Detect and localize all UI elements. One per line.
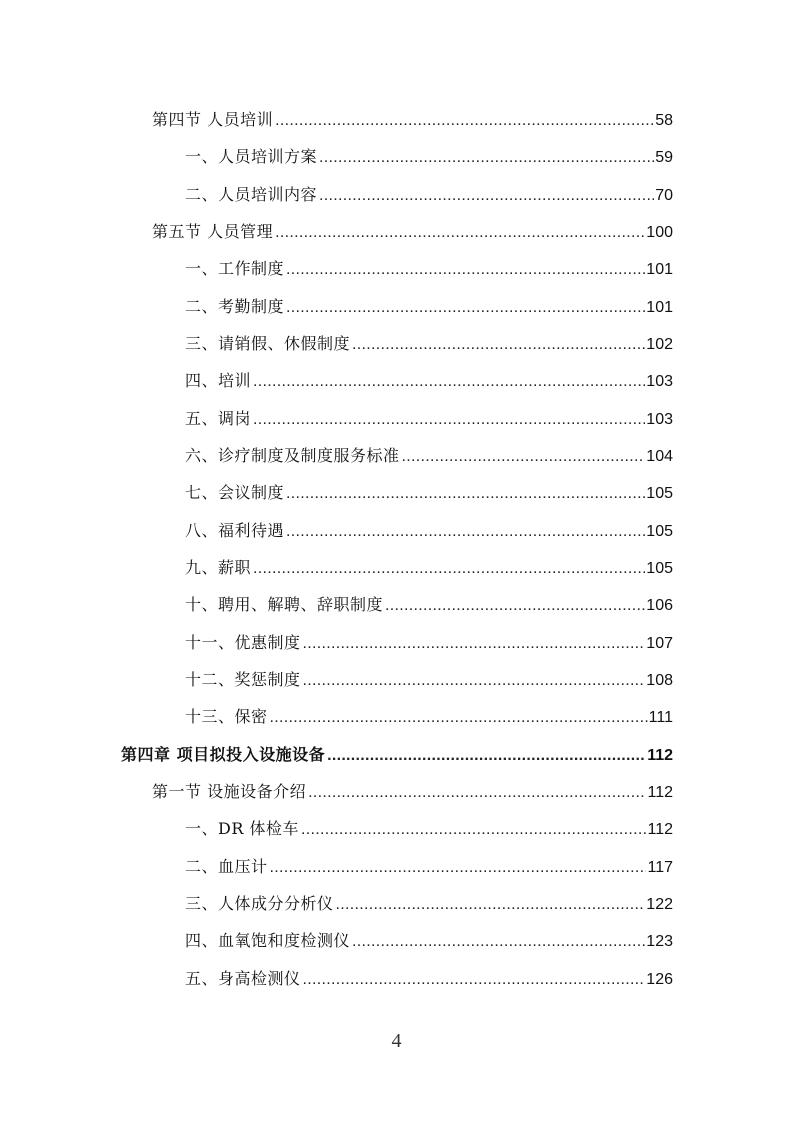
toc-entry-label: 六、诊疗制度及制度服务标准 — [185, 446, 400, 465]
dot-leader — [253, 371, 645, 393]
dot-leader — [336, 894, 646, 916]
toc-entry-page: 126 — [646, 971, 673, 988]
dot-leader — [270, 857, 647, 879]
toc-entry-label: 十、聘用、解聘、辞职制度 — [185, 595, 384, 614]
toc-entry-label: 三、请销假、休假制度 — [185, 334, 351, 353]
toc-entry[interactable] — [185, 669, 673, 691]
dot-leader — [303, 670, 646, 692]
toc-entry-page: 101 — [646, 261, 673, 278]
toc-entry-page: 112 — [647, 821, 673, 838]
toc-entry[interactable] — [185, 557, 673, 579]
dot-leader — [301, 819, 647, 841]
toc-entry[interactable] — [185, 818, 673, 840]
toc-entry[interactable] — [185, 445, 673, 467]
toc-entry-page: 103 — [646, 373, 673, 390]
dot-leader — [352, 334, 645, 356]
toc-entry[interactable] — [185, 520, 673, 542]
toc-entry-page: 59 — [655, 149, 673, 166]
toc-entry-label: 四、培训 — [185, 371, 252, 390]
toc-entry[interactable] — [185, 632, 673, 654]
toc-entry-chapter[interactable] — [121, 744, 673, 766]
toc-entry-page: 107 — [646, 635, 673, 652]
toc-entry-label: 一、人员培训方案 — [185, 147, 318, 166]
toc-entry-label: 二、考勤制度 — [185, 297, 285, 316]
toc-entry-label: 第五节 人员管理 — [152, 222, 274, 241]
toc-entry-page: 112 — [647, 747, 673, 764]
toc-entry[interactable] — [185, 706, 673, 728]
dot-leader — [303, 633, 646, 655]
dot-leader — [327, 745, 646, 767]
dot-leader — [253, 409, 645, 431]
toc-entry-page: 101 — [646, 299, 673, 316]
page-number: 4 — [391, 1030, 402, 1052]
toc-entry-page: 100 — [646, 224, 673, 241]
toc-entry-label: 四、血氧饱和度检测仪 — [185, 931, 351, 950]
dot-leader — [286, 483, 645, 505]
toc-entry[interactable] — [185, 370, 673, 392]
toc-entry-label: 十二、奖惩制度 — [185, 670, 301, 689]
toc-entry-label: 五、调岗 — [185, 409, 252, 428]
toc-entry-page: 108 — [646, 672, 673, 689]
toc-entry[interactable] — [185, 184, 673, 206]
dot-leader — [319, 185, 654, 207]
toc-entry-page: 105 — [646, 523, 673, 540]
toc-entry-label: 第四章 项目拟投入设施设备 — [121, 745, 326, 764]
toc-entry-page: 70 — [655, 187, 673, 204]
toc-entry[interactable] — [152, 109, 673, 131]
toc-entry-page: 112 — [647, 784, 673, 801]
toc-entry-label: 二、人员培训内容 — [185, 185, 318, 204]
dot-leader — [270, 707, 648, 729]
toc-entry-label: 七、会议制度 — [185, 483, 285, 502]
dot-leader — [253, 558, 645, 580]
toc-entry-page: 105 — [646, 485, 673, 502]
dot-leader — [286, 297, 645, 319]
toc-entry-page: 122 — [646, 896, 673, 913]
toc-entry[interactable] — [185, 856, 673, 878]
dot-leader — [286, 259, 645, 281]
dot-leader — [303, 969, 646, 991]
toc-entry[interactable] — [185, 968, 673, 990]
toc-entry[interactable] — [185, 482, 673, 504]
toc-entry-label: 五、身高检测仪 — [185, 969, 301, 988]
toc-entry-page: 105 — [646, 560, 673, 577]
toc-entry-page: 123 — [646, 933, 673, 950]
toc-entry-page: 106 — [646, 597, 673, 614]
toc-entry[interactable] — [185, 258, 673, 280]
toc-entry-page: 58 — [655, 112, 673, 129]
toc-entry-label: 三、人体成分分析仪 — [185, 894, 334, 913]
toc-entry[interactable] — [185, 333, 673, 355]
toc-entry-label: 十一、优惠制度 — [185, 633, 301, 652]
toc-entry-page: 117 — [647, 859, 673, 876]
toc-entry-label: 一、工作制度 — [185, 259, 285, 278]
dot-leader — [275, 110, 654, 132]
dot-leader — [402, 446, 646, 468]
toc-entry[interactable] — [152, 221, 673, 243]
dot-leader — [352, 931, 645, 953]
toc-entry-label: 二、血压计 — [185, 857, 268, 876]
toc-entry-page: 102 — [646, 336, 673, 353]
toc-entry[interactable] — [185, 296, 673, 318]
toc-entry-label: 第四节 人员培训 — [152, 110, 274, 129]
toc-entry-page: 104 — [646, 448, 673, 465]
toc-entry[interactable] — [185, 146, 673, 168]
toc-entry[interactable] — [185, 408, 673, 430]
toc-entry[interactable] — [185, 893, 673, 915]
toc-entry-label: 十三、保密 — [185, 707, 268, 726]
dot-leader — [385, 595, 645, 617]
toc-entry[interactable] — [152, 781, 673, 803]
toc-entry-page: 111 — [648, 709, 673, 726]
toc-entry-label: 九、薪职 — [185, 558, 252, 577]
toc-entry[interactable] — [185, 930, 673, 952]
toc-entry-label: 八、福利待遇 — [185, 521, 285, 540]
toc-entry-label: 第一节 设施设备介绍 — [152, 782, 307, 801]
dot-leader — [319, 147, 654, 169]
dot-leader — [308, 782, 646, 804]
dot-leader — [275, 222, 645, 244]
dot-leader — [286, 521, 645, 543]
toc-entry-page: 103 — [646, 411, 673, 428]
toc-entry[interactable] — [185, 594, 673, 616]
toc-entry-label: 一、DR 体检车 — [185, 819, 299, 838]
